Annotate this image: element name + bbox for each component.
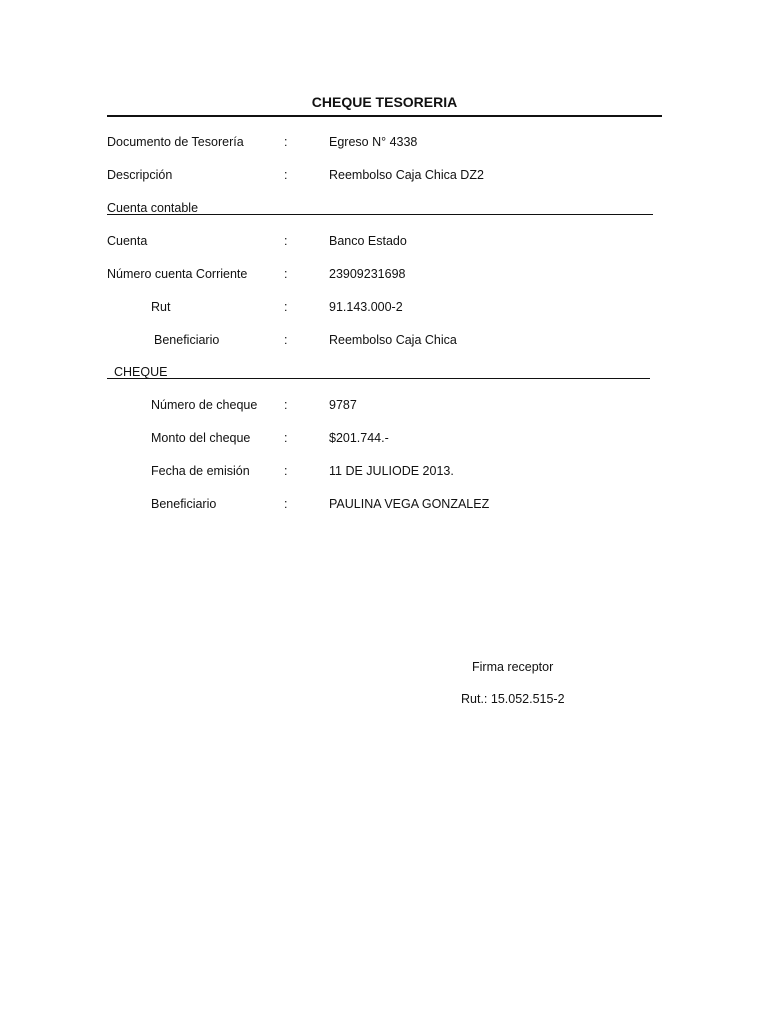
field-separator: : [284,168,288,182]
field-value: Egreso N° 4338 [329,135,418,149]
field-row-numero-cheque [0,396,768,414]
field-value: 91.143.000-2 [329,300,403,314]
field-separator: : [284,431,288,445]
field-label: Monto del cheque [151,431,251,445]
field-separator: : [284,234,288,248]
field-label: Cuenta [107,234,148,248]
field-row-beneficiario-cuenta [0,331,768,349]
field-label: Número cuenta Corriente [107,267,248,281]
field-label: Fecha de emisión [151,464,250,478]
field-label: Descripción [107,168,173,182]
field-row-monto-cheque [0,429,768,447]
field-value: 9787 [329,398,357,412]
field-value: Reembolso Caja Chica [329,333,457,347]
section-heading-cuenta-contable: Cuenta contable [107,201,199,215]
field-label: Rut [151,300,171,314]
field-value: $201.744.- [329,431,389,445]
field-row-fecha-emision [0,462,768,480]
field-row-descripcion [0,166,768,184]
signature-rut: Rut.: 15.052.515-2 [461,692,565,706]
field-row-rut [0,298,768,316]
field-label: Número de cheque [151,398,258,412]
field-label: Beneficiario [154,333,220,347]
field-row-numero-cuenta [0,265,768,283]
field-label: Beneficiario [151,497,217,511]
field-separator: : [284,267,288,281]
section-heading-cheque: CHEQUE [114,365,168,379]
section-underline [107,214,653,215]
field-separator: : [284,398,288,412]
field-separator: : [284,135,288,149]
field-separator: : [284,497,288,511]
field-value: Reembolso Caja Chica DZ2 [329,168,484,182]
title-divider [107,115,662,117]
field-separator: : [284,464,288,478]
field-row-cuenta [0,232,768,250]
document-title: CHEQUE TESORERIA [311,94,458,110]
signature-label: Firma receptor [472,660,554,674]
field-separator: : [284,300,288,314]
section-underline [107,378,650,379]
field-value: 11 DE JULIODE 2013. [329,464,454,478]
field-row-beneficiario-cheque [0,495,768,513]
field-value: Banco Estado [329,234,407,248]
field-label: Documento de Tesorería [107,135,244,149]
field-value: 23909231698 [329,267,406,281]
field-value: PAULINA VEGA GONZALEZ [329,497,490,511]
field-separator: : [284,333,288,347]
field-row-documento [0,133,768,151]
